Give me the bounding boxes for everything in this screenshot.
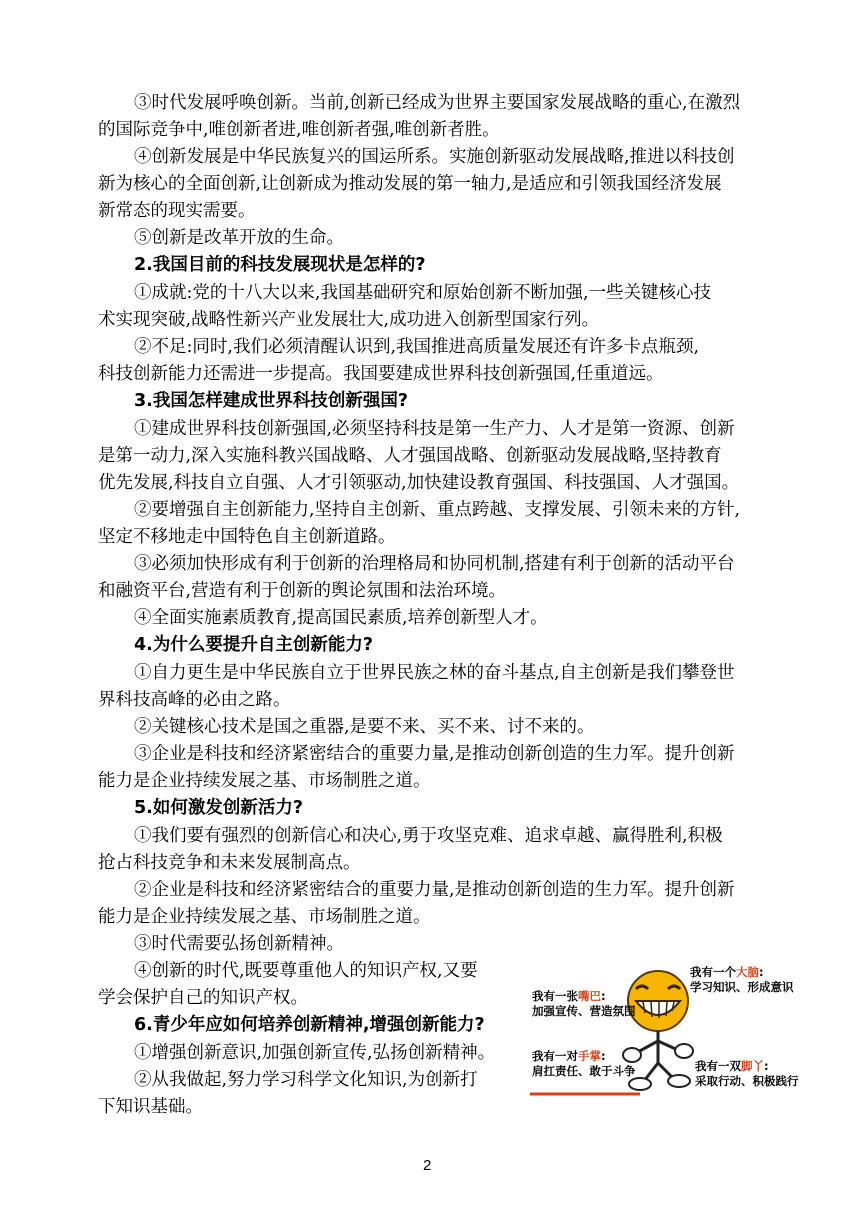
text-line: ①增强创新意识,加强创新宣传,弘扬创新精神。 xyxy=(134,1043,496,1063)
text-line: ⑤创新是改革开放的生命。 xyxy=(134,228,344,248)
text-line: ④全面实施素质教育,提高国民素质,培养创新型人才。 xyxy=(134,608,548,628)
text-line: 能力是企业持续发展之基、市场制胜之道。 xyxy=(98,771,431,791)
mouth-caption: 我有一张嘴巴: 加强宣传、营造氛围 xyxy=(532,989,636,1018)
section-heading: 6.青少年应如何培养创新精神,增强创新能力? xyxy=(134,1015,485,1035)
text-line: ④创新的时代,既要尊重他人的知识产权,又要 xyxy=(134,961,478,981)
text-line: 和融资平台,营造有利于创新的舆论氛围和法治环境。 xyxy=(98,581,507,601)
section-heading: 2.我国目前的科技发展现状是怎样的? xyxy=(134,255,426,275)
text-line: 新为核心的全面创新,让创新成为推动发展的第一轴力,是适应和引领我国经济发展 xyxy=(98,174,722,194)
text-line: 界科技高峰的必由之路。 xyxy=(98,690,291,710)
text-line: ①建成世界科技创新强国,必须坚持科技是第一生产力、人才是第一资源、创新 xyxy=(134,419,735,439)
text-line: ③必须加快形成有利于创新的治理格局和协同机制,搭建有利于创新的活动平台 xyxy=(134,554,735,574)
text-line: ②不足:同时,我们必须清醒认识到,我国推进高质量发展还有许多卡点瓶颈, xyxy=(134,337,700,357)
hands-caption: 我有一对手掌: 肩扛责任、敢于斗争 xyxy=(532,1049,636,1078)
text-line: ②关键核心技术是国之重器,是要不来、买不来、讨不来的。 xyxy=(134,717,595,737)
section-heading: 3.我国怎样建成世界科技创新强国? xyxy=(134,391,408,411)
text-line: ③时代需要弘扬创新精神。 xyxy=(134,934,344,954)
text-line: 抢占科技竞争和未来发展制高点。 xyxy=(98,853,361,873)
page-number: 2 xyxy=(423,1157,432,1174)
text-line: ②从我做起,努力学习科学文化知识,为创新打 xyxy=(134,1070,478,1090)
text-line: ①自力更生是中华民族自立于世界民族之林的奋斗基点,自主创新是我们攀登世 xyxy=(134,663,735,683)
section-heading: 4.为什么要提升自主创新能力? xyxy=(134,635,373,655)
text-line: ②要增强自主创新能力,坚持自主创新、重点跨越、支撑发展、引领未来的方针, xyxy=(134,500,741,520)
text-line: 下知识基础。 xyxy=(98,1097,203,1117)
text-line: 新常态的现实需要。 xyxy=(98,201,256,221)
brain-caption: 我有一个大脑: 学习知识、形成意识 xyxy=(690,965,794,994)
text-line: ④创新发展是中华民族复兴的国运所系。实施创新驱动发展战略,推进以科技创 xyxy=(134,147,735,167)
text-line: ③时代发展呼唤创新。当前,创新已经成为世界主要国家发展战略的重心,在激烈 xyxy=(134,93,741,113)
text-line: ①我们要有强烈的创新信心和决心,勇于攻坚克难、追求卓越、赢得胜利,积极 xyxy=(134,826,723,846)
text-line: 科技创新能力还需进一步提高。我国要建成世界科技创新强国,任重道远。 xyxy=(98,364,664,384)
text-line: ③企业是科技和经济紧密结合的重要力量,是推动创新创造的生力军。提升创新 xyxy=(134,744,735,764)
section-heading: 5.如何激发创新活力? xyxy=(134,798,303,818)
text-line: 术实现突破,战略性新兴产业发展壮大,成功进入创新型国家行列。 xyxy=(98,310,600,330)
feet-caption: 我有一双脚丫: 采取行动、积极践行 xyxy=(695,1059,799,1088)
text-line: 是第一动力,深入实施科教兴国战略、人才强国战略、创新驱动发展战略,坚持教育 xyxy=(98,446,722,466)
text-line: ②企业是科技和经济紧密结合的重要力量,是推动创新创造的生力军。提升创新 xyxy=(134,880,735,900)
text-line: 优先发展,科技自立自强、人才引领驱动,加快建设教育强国、科技强国、人才强国。 xyxy=(98,473,740,493)
text-line: 坚定不移地走中国特色自主创新道路。 xyxy=(98,527,396,547)
innovation-illustration xyxy=(530,955,799,1097)
text-line: 能力是企业持续发展之基、市场制胜之道。 xyxy=(98,907,431,927)
text-line: 的国际竞争中,唯创新者进,唯创新者强,唯创新者胜。 xyxy=(98,120,500,140)
text-line: ①成就:党的十八大以来,我国基础研究和原始创新不断加强,一些关键核心技 xyxy=(134,283,712,303)
text-line: 学会保护自己的知识产权。 xyxy=(98,988,308,1008)
